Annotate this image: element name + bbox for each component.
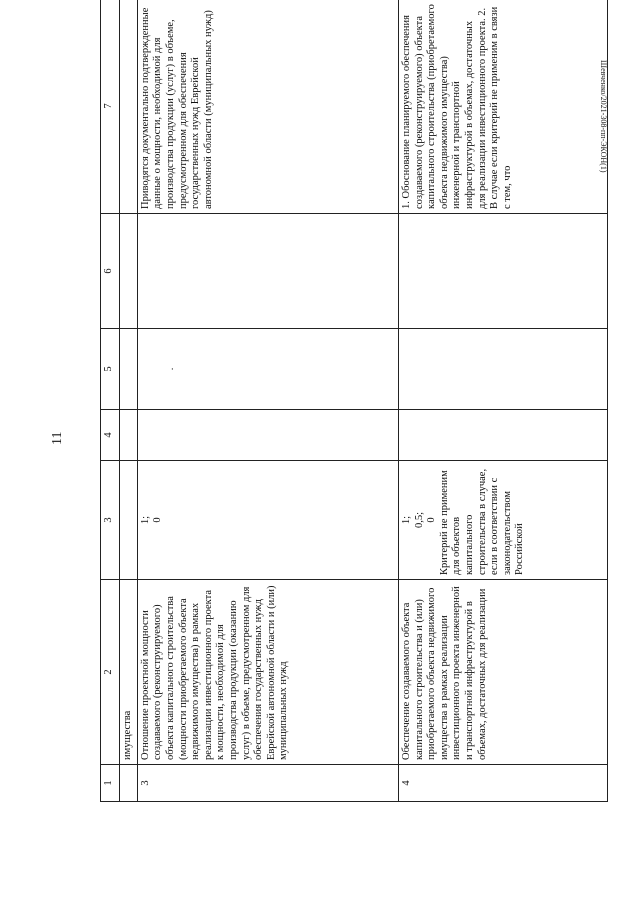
cell <box>120 765 138 802</box>
weights-cell <box>137 461 398 580</box>
cell <box>137 214 398 329</box>
documents-text: 1. Обоснование планируемого обеспечения создаваемого (реконструируемого) объекта капитального строительства (приобретаемого объекта недвижимого имущества) инженерной и транспортной инфраструктурой в объемах, достаточных для реализации инвестиционного проекта. 2. В случае если критерий не применим в связи с тем, что <box>398 0 607 214</box>
table-row <box>398 0 607 802</box>
weight-value: 1; <box>139 515 151 525</box>
cell <box>120 214 138 329</box>
cell <box>120 0 138 214</box>
weight-value: 0,5; <box>413 511 425 529</box>
cell <box>120 461 138 580</box>
row-number: 3 <box>137 765 398 802</box>
table-row <box>137 0 398 802</box>
header-col-7: 7 <box>101 0 120 214</box>
header-row <box>101 0 120 802</box>
weights-note: Критерий не применим для объектов капитального строительства в случае, если в соответствии с законодательством Российской <box>438 468 526 575</box>
header-col-4: 4 <box>101 410 120 461</box>
cell <box>398 329 607 410</box>
weight-value: 0 <box>152 517 164 523</box>
header-col-1: 1 <box>101 765 120 802</box>
cell <box>398 214 607 329</box>
documents-text: Приводятся документально подтвержденные данные о мощности, необходимой для производства продукции (услуг) в объеме, предусмотренном для обеспечения государственных нужд Еврейской автономной области (муниципальных нужд) <box>137 0 398 214</box>
continuation-text: имущества <box>120 580 138 765</box>
header-col-6: 6 <box>101 214 120 329</box>
cell <box>120 410 138 461</box>
header-col-3: 3 <box>101 461 120 580</box>
header-col-5: 5 <box>101 329 120 410</box>
criteria-table-sheet <box>100 4 608 802</box>
page-number: 11 <box>50 431 65 445</box>
stray-dot: · <box>167 367 179 371</box>
header-col-2: 2 <box>101 580 120 765</box>
weights-cell <box>398 461 607 580</box>
document-footer: Шевченко/2021-308-пп-ЭКОН(1) <box>599 60 608 173</box>
criteria-table <box>100 0 608 802</box>
weight-value: 1; <box>400 515 412 525</box>
cell <box>398 410 607 461</box>
criterion-text: Отношение проектной мощности создаваемого (реконструируемого) объекта капитального строительства (мощности приобретаемого объекта недвижимого имущества) в рамках реализации инвестиционного проекта к мощности, необходимой для производства продукции (оказанию услуг) в объеме, предусмотренном для обеспечения государственных нужд Еврейской автономной области и (или) муниципальных нужд <box>137 580 398 765</box>
continuation-row <box>120 0 138 802</box>
criterion-text: Обеспечение создаваемого объекта капитального строительства и (или) приобретаемого объекта недвижимого имущества в рамках реализации инвестиционного проекта инженерной и транспортной инфраструктурой в объемах, достаточных для реализации <box>398 580 607 765</box>
cell <box>120 329 138 410</box>
row-number: 4 <box>398 765 607 802</box>
cell <box>137 410 398 461</box>
weight-value: 0 <box>426 517 438 523</box>
cell <box>137 329 398 410</box>
